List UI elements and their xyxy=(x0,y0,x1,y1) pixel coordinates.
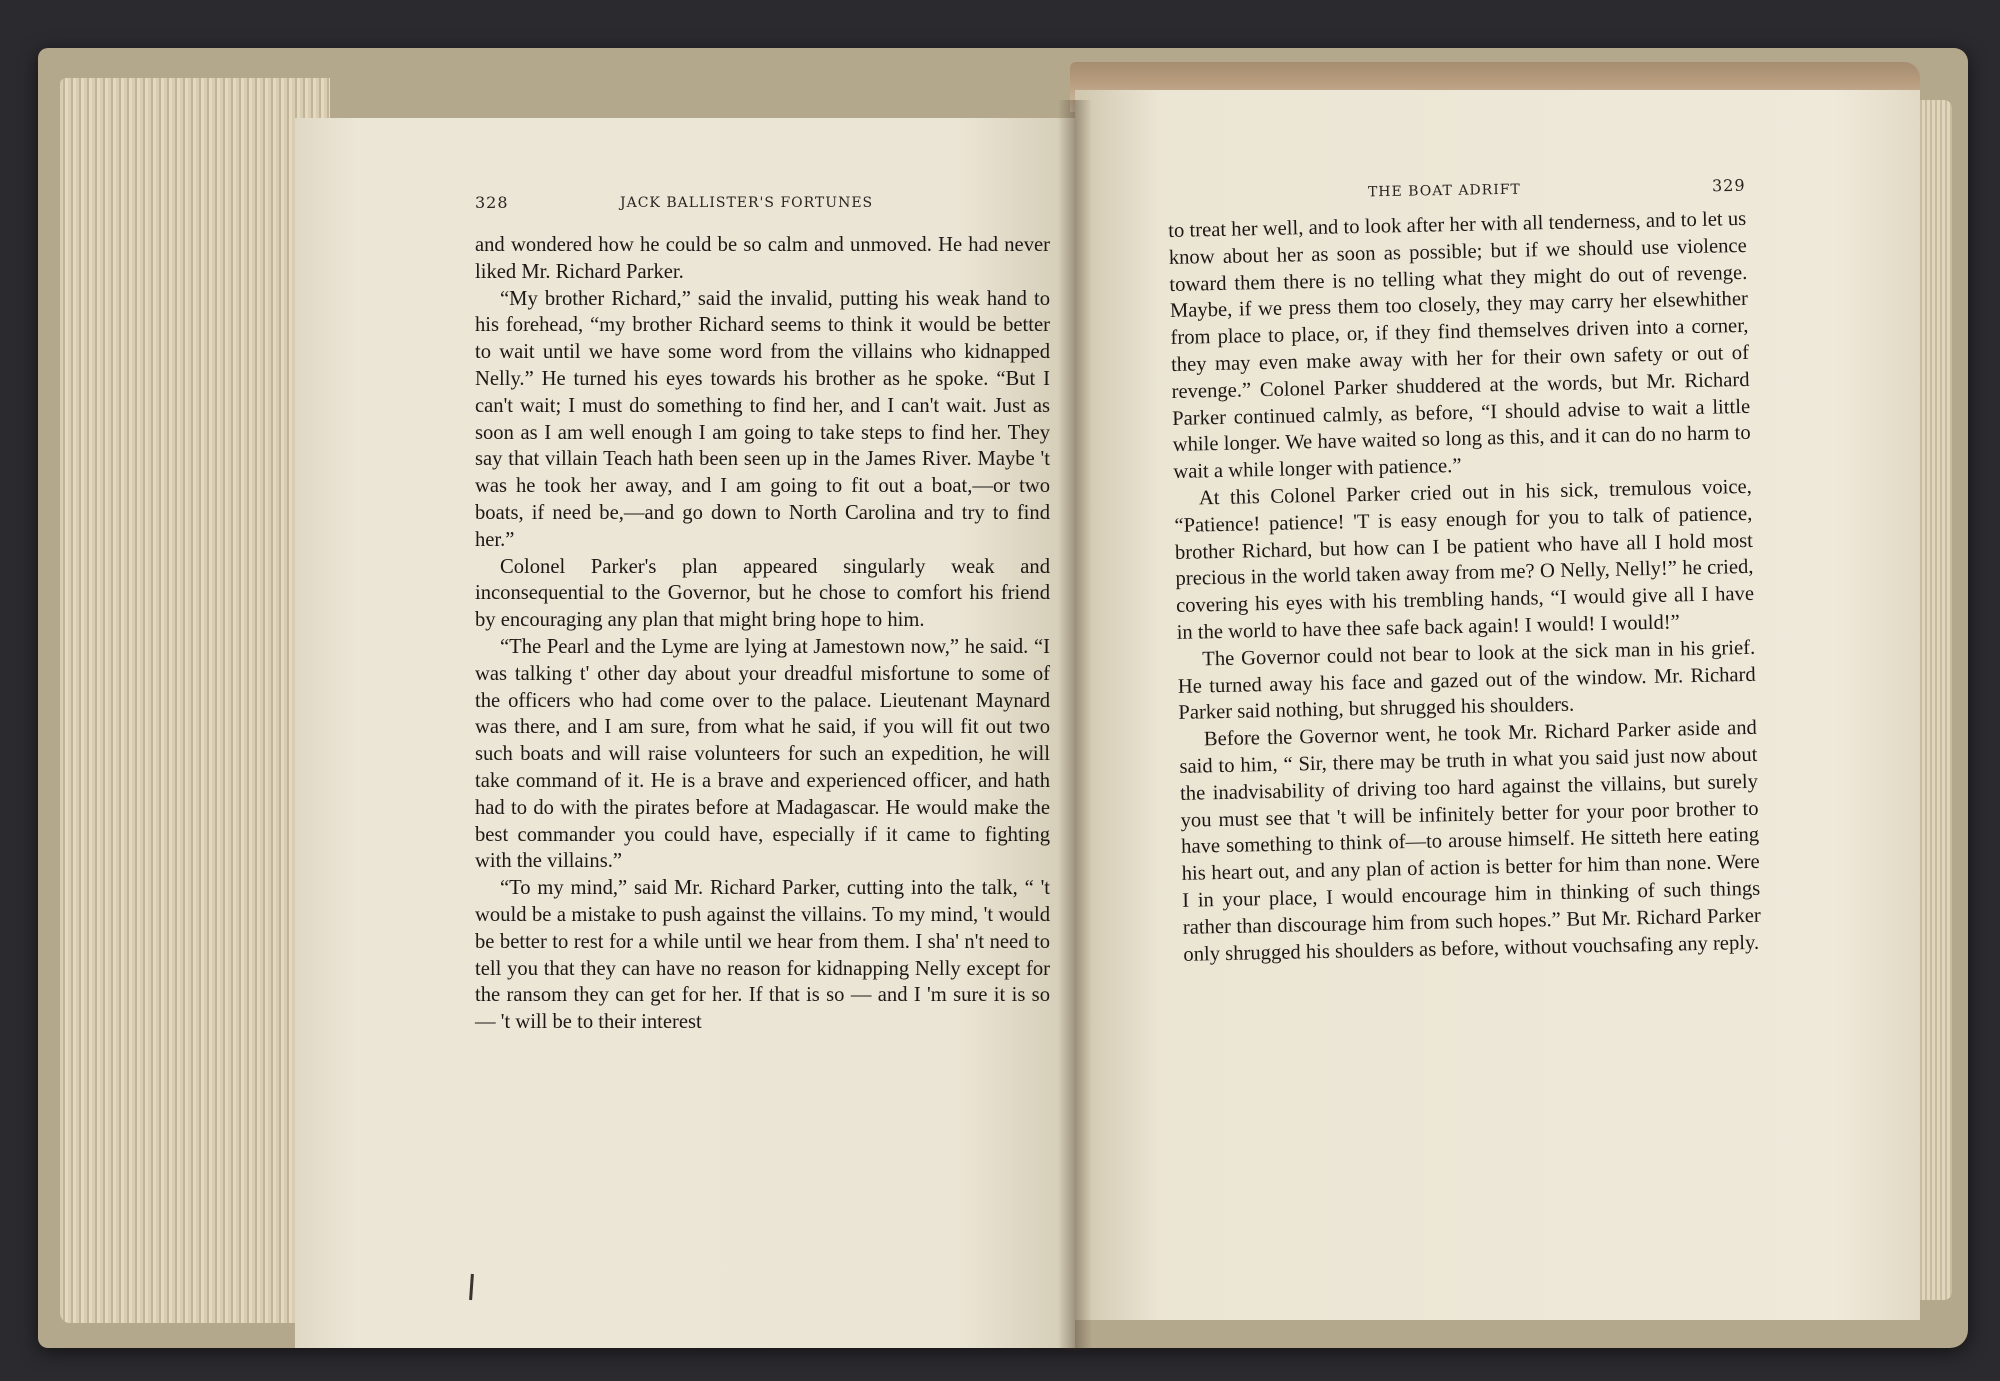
right-running-head: THE BOAT ADRIFT xyxy=(1367,181,1521,201)
paragraph: Before the Governor went, he took Mr. Richard Parker aside and said to him, “ Sir, there may be truth in what you said just now about the inadvisability of driving too hard against the villains, but surely you must see that 't will be infinitely better for your poor brother to have something to think of—to arouse himself. He sitteth here eating his heart out, and any plan of action is better for him than none. Were I in your place, I would encourage him in thinking of such things rather than discourage him from such hopes.” But Mr. Richard Parker only shrugged his shoulders as before, without vouchsafing any reply. xyxy=(1179,716,1761,966)
paragraph: “To my mind,” said Mr. Richard Parker, cutting into the talk, “ 't would be a mistake to push against the villains. To my mind, 't would be better to rest for a while until we hear from them. I sha' n't need to tell you that they can have no reason for kidnapping Nelly except for the ransom they can get for her. If that is so — and I 'm sure it is so — 't will be to their interest xyxy=(475,877,1050,1034)
right-page-number: 329 xyxy=(1711,175,1746,196)
left-running-head: JACK BALLISTER'S FORTUNES xyxy=(620,195,874,211)
paragraph: The Governor could not bear to look at the sick man in his grief. He turned away his face and gazed out of the window. Mr. Richard Parker said nothing, but shrugged his shoulders. xyxy=(1177,636,1756,725)
right-page-text xyxy=(1168,206,1762,968)
paragraph: and wondered how he could be so calm and unmoved. He had never liked Mr. Richard Parker. xyxy=(475,234,1050,283)
book-gutter xyxy=(1058,100,1092,1350)
paragraph: At this Colonel Parker cried out in his sick, tremulous voice, “Patience! patience! 'T is easy enough for you to talk of patience, brother Richard, but how can I be patient who have all I hold most precious in the world taken away from me? O Nelly, Nelly!” he cried, covering his eyes with his trembling hands, “I would give all I have in the world to have thee safe back again! I would! I would!” xyxy=(1174,475,1755,644)
paragraph: Colonel Parker's plan appeared singularly weak and inconsequential to the Governor, but he chose to comfort his friend by encouraging any plan that might bring hope to him. xyxy=(475,555,1050,632)
paragraph: “The Pearl and the Lyme are lying at Jamestown now,” he said. “I was talking t' other day about your dreadful misfortune to some of the officers who had come over to the palace. Lieutenant Maynard was there, and I am sure, from what he said, if you will fit out two such boats and will raise volunteers for such an expedition, he will take command of it. He is a brave and experienced officer, and hath had to do with the pirates before at Madagascar. He would make the best commander you could have, especially if it came to fighting with the villains.” xyxy=(475,635,1050,873)
paragraph: “My brother Richard,” said the invalid, putting his weak hand to his forehead, “my brother Richard seems to think it would be better to wait until we have some word from the villains who kidnapped Nelly.” He turned his eyes towards his brother as he spoke. “But I can't wait; I must do something to find her, and I can't wait. Just as soon as I am well enough I am going to take steps to find her. They say that villain Teach hath been seen up in the James River. Maybe 't was he took her away, and I am going to fit out a boat,—or two boats, if need be,—and go down to North Carolina and try to find her.” xyxy=(475,287,1050,551)
left-page-text xyxy=(475,232,1050,1036)
left-page-number: 328 xyxy=(475,193,509,212)
left-page-edges xyxy=(60,78,330,1323)
paragraph: to treat her well, and to look after her with all tenderness, and to let us know about her as soon as possible; but if we should use violence toward them there is no telling what they might do out of revenge. Maybe, if we press them too closely, they may carry her elsewhither from place to place, or, if they find themselves driven into a corner, they may even make away with her for their own safety or out of revenge.” Colonel Parker shuddered at the words, but Mr. Richard Parker continued calmly, as before, “I should advise to wait a little while longer. We have waited so long as this, and it can do no harm to wait a while longer with patience.” xyxy=(1168,207,1751,484)
